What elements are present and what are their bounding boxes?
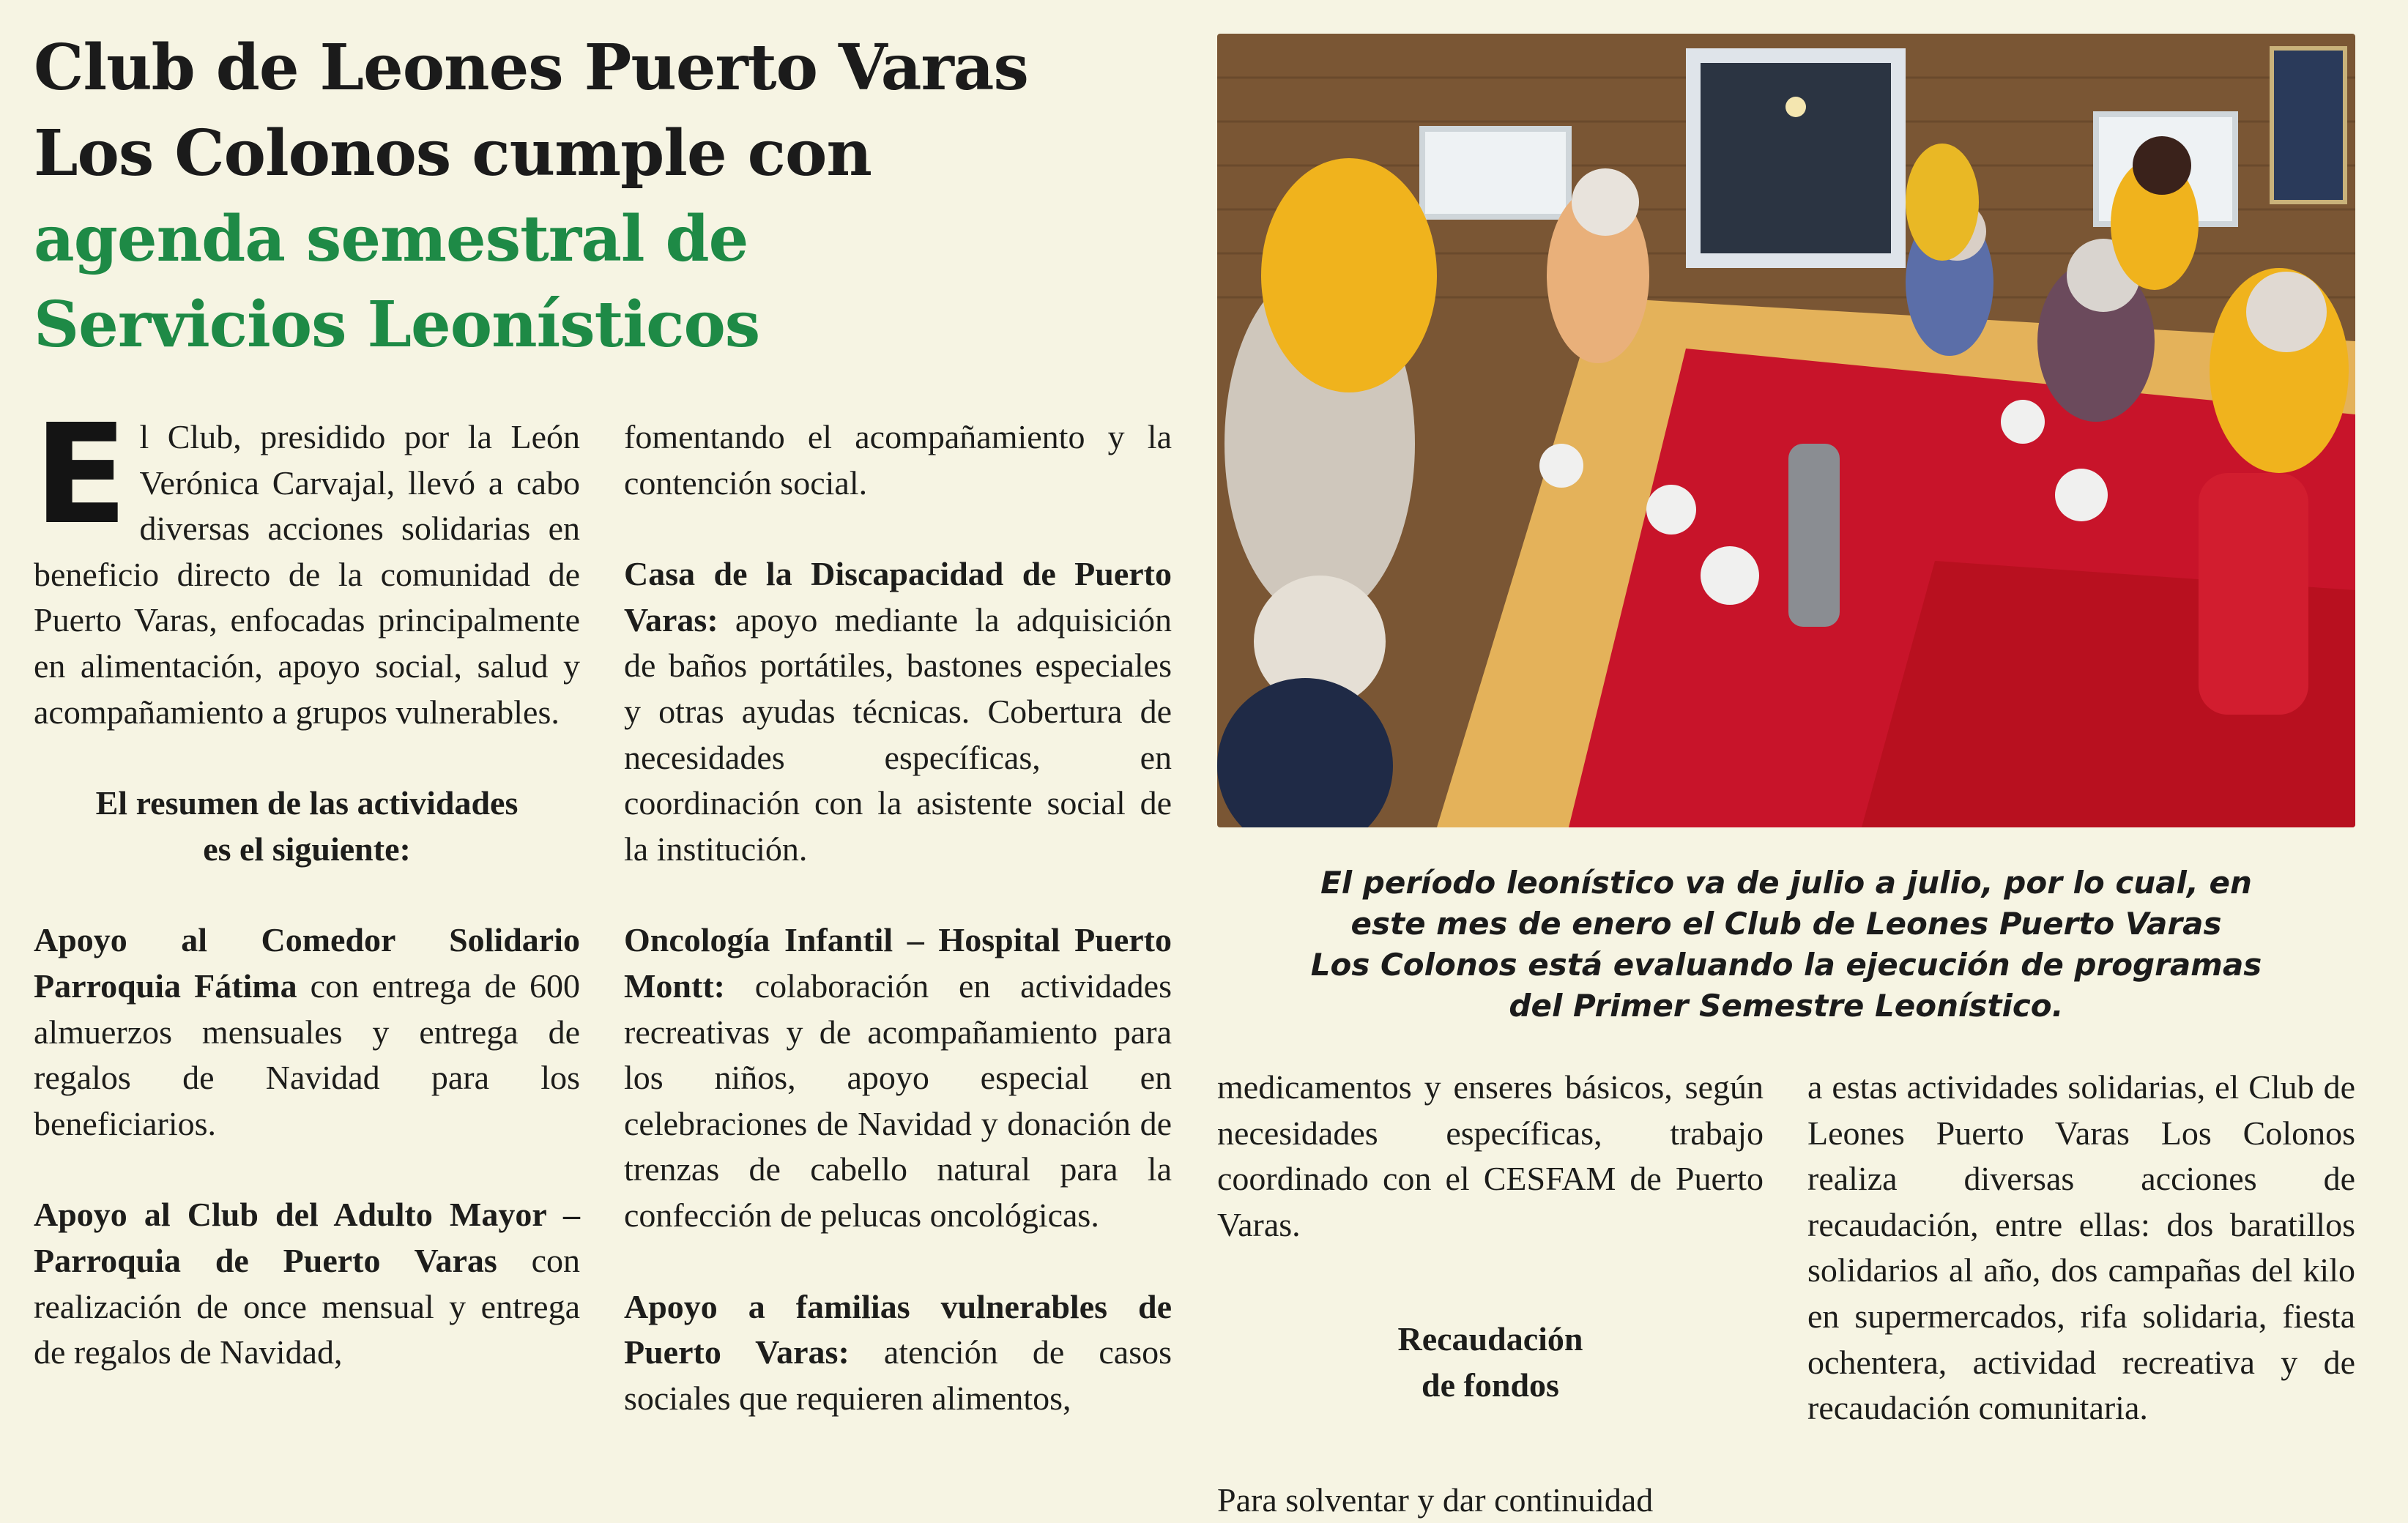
fundraising-text-start: Para solventar y dar continuidad <box>1217 1481 1654 1519</box>
item-discapacidad: Casa de la Discapacidad de Puerto Varas: apoyo mediante la adquisición de baños portátiles, bastones especiales y otras ayudas técnicas. Cobertura de necesidades específicas, en coordinación con la asistente social de la institución. <box>624 555 1172 868</box>
item-adulto-mayor-cont: fomentando el acompañamiento y la contención social. <box>624 418 1172 502</box>
headline <box>34 25 1183 368</box>
item-familias-title: Apoyo a familias vulnerables de Puerto Varas: <box>624 1287 1172 1371</box>
item-comedor-title: Apoyo al Comedor Solidario Parroquia Fátima <box>34 921 580 1005</box>
headline-line-3: agenda semestral de <box>34 202 748 276</box>
headline-line-1: Club de Leones Puerto Varas <box>34 31 1028 105</box>
item-familias: Apoyo a familias vulnerables de Puerto Varas: atención de casos sociales que requieren alimentos, <box>624 1287 1172 1417</box>
item-oncologia-title: Oncología Infantil – Hospital Puerto Montt: <box>624 921 1172 1005</box>
item-discapacidad-title: Casa de la Discapacidad de Puerto Varas: <box>624 555 1172 638</box>
item-adulto-mayor-title: Apoyo al Club del Adulto Mayor – Parroquia de Puerto Varas <box>34 1196 580 1279</box>
article-column-1 <box>34 395 580 1376</box>
summary-heading: El resumen de las actividades es el siguiente: <box>95 784 519 868</box>
fundraising-text-cont: a estas actividades solidarias, el Club de Leones Puerto Varas Los Colonos realiza diversas acciones de recaudación, entre ellas: dos baratillos solidarios al año, dos campañas del kilo en supermercados, rifa solidaria, fiesta ochentera, actividad recreativa y de recaudación comunitaria. <box>1807 1068 2355 1427</box>
headline-line-2: Los Colonos cumple con <box>34 116 872 190</box>
item-oncologia: Oncología Infantil – Hospital Puerto Montt: colaboración en actividades recreativas y de acompañamiento para los niños, apoyo especial en celebraciones de Navidad y donación de trenzas de cabello natural para la confección de pelucas oncológicas. <box>624 921 1172 1234</box>
item-comedor: Apoyo al Comedor Solidario Parroquia Fátima con entrega de 600 almuerzos mensuales y entrega de regalos de Navidad para los beneficiarios. <box>34 921 580 1142</box>
item-adulto-mayor: Apoyo al Club del Adulto Mayor – Parroquia de Puerto Varas con realización de once mensual y entrega de regalos de Navidad, <box>34 1196 580 1371</box>
intro-text: l Club, presidido por la León Verónica Carvajal, llevó a cabo diversas acciones solidarias en beneficio directo de la comunidad de Puerto Varas, enfocadas principalmente en alimentación, apoyo social, salud y acompañamiento a grupos vulnerables. <box>34 418 580 731</box>
photo-illustration <box>1217 34 2355 827</box>
drop-cap: E <box>34 395 128 555</box>
article-column-2 <box>624 414 1172 1421</box>
fundraising-heading: Recaudación de fondos <box>1397 1320 1583 1404</box>
article-column-3 <box>1217 1065 1764 1523</box>
article-column-4 <box>1807 1065 2355 1431</box>
photo-caption: El período leonístico va de julio a julio, por lo cual, en este mes de enero el Club de Leones Puerto Varas Los Colonos está evaluando la ejecución de programas del Primer Semestre Leonístico. <box>1310 865 2262 1024</box>
item-familias-cont: medicamentos y enseres básicos, según necesidades específicas, trabajo coordinado con el CESFAM de Puerto Varas. <box>1217 1068 1764 1243</box>
intro-paragraph <box>34 395 580 735</box>
headline-line-4: Servicios Leonísticos <box>34 288 760 362</box>
event-photo <box>1217 34 2355 827</box>
